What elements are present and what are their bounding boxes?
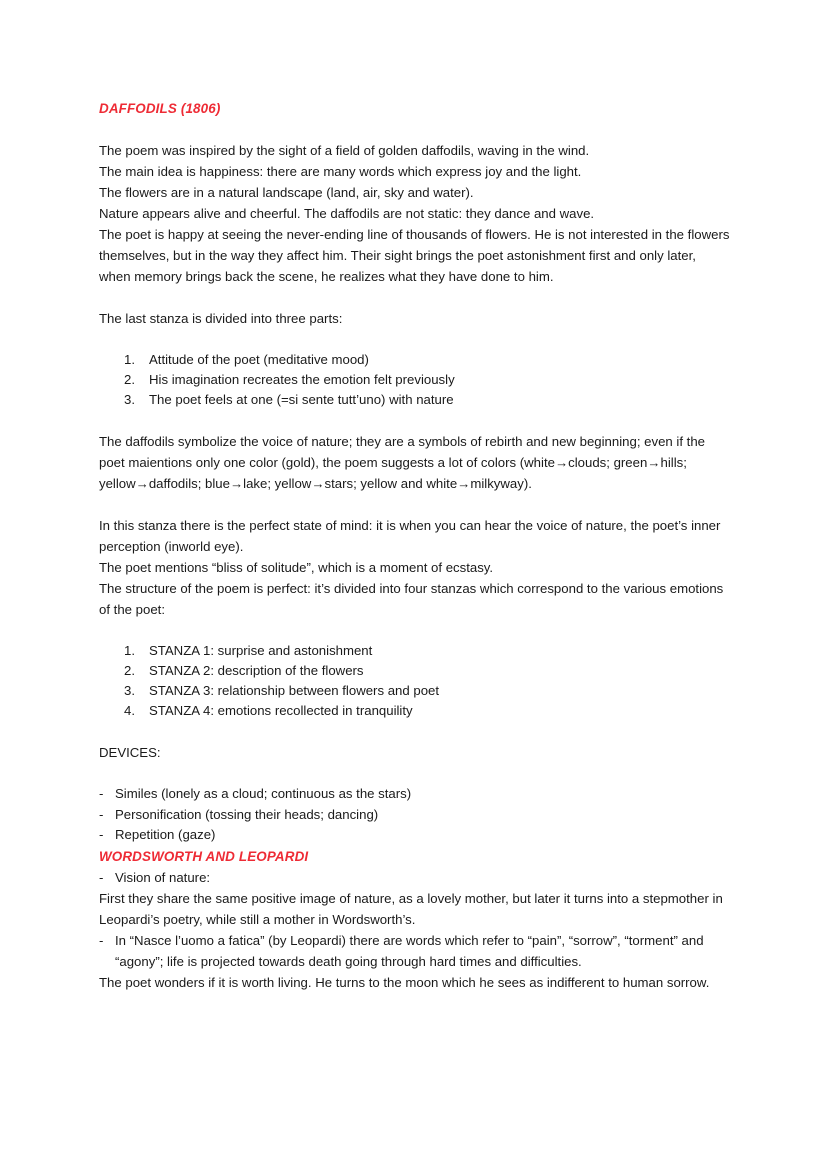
spacer [99,763,731,784]
dash-marker: - [99,806,104,822]
list-item-label: STANZA 2: description of the flowers [149,663,364,678]
list-item [99,641,731,661]
last-stanza-intro: The last stanza is divided into three parts: [99,311,343,326]
stanza-structure-list [99,641,731,721]
last-stanza-parts-list [99,350,731,410]
list-marker: 4. [124,703,135,718]
section-heading-wordsworth-leopardi: WORDSWORTH AND LEOPARDI [99,848,309,864]
spacer [99,410,731,431]
dash-marker: - [99,932,104,948]
list-item [99,370,731,390]
list-item [99,661,731,681]
spacer [99,287,731,308]
list-item-label: Similes (lonely as a cloud; continuous as the stars) [115,786,412,801]
symbolism-paragraph: The daffodils symbolize the voice of nature; they are a symbols of rebirth and new beginning; even if the poet maientions only one color (gold), the poem suggests a lot of colors (white→clouds; green→hills; yellow→daffodils; blue→lake; yellow→stars; yellow and white→milkyway). [99,434,706,491]
list-item [99,805,731,826]
dash-marker: - [99,827,104,842]
spacer [99,721,731,742]
spacer [99,119,731,140]
intro-line-2: The main idea is happiness: there are many words which express joy and the light. [99,164,582,179]
spacer [99,494,731,515]
intro-line-4: Nature appears alive and cheerful. The daffodils are not static: they dance and wave. [99,206,595,221]
nasce-luomo-item [99,930,731,972]
list-item-label: Vision of nature: [115,869,211,885]
state-of-mind-line-3: The structure of the poem is perfect: it’s divided into four stanzas which correspond to the various emotions of the poet: [99,581,724,617]
list-item-label: His imagination recreates the emotion felt previously [149,372,455,387]
list-item-label: In “Nasce l’uomo a fatica” (by Leopardi) there are words which refer to “pain”, “sorrow”, “torment” and “agony”; life is projected towards death going through hard times and difficulties. [115,932,704,969]
list-marker: 3. [124,683,135,698]
list-item-label: STANZA 1: surprise and astonishment [149,643,373,658]
dash-marker: - [99,786,104,801]
list-item [99,681,731,701]
closing-paragraph: The poet wonders if it is worth living. He turns to the moon which he sees as indifferent to human sorrow. [99,974,710,990]
state-of-mind-line-2: The poet mentions “bliss of solitude”, which is a moment of ecstasy. [99,560,494,575]
list-item-label: Personification (tossing their heads; dancing) [115,806,379,822]
intro-line-3: The flowers are in a natural landscape (land, air, sky and water). [99,185,474,200]
devices-list [99,784,731,846]
list-marker: 3. [124,392,135,407]
list-marker: 2. [124,372,135,387]
list-marker: 1. [124,643,135,658]
list-item-label: Attitude of the poet (meditative mood) [149,352,369,367]
list-marker: 1. [124,352,135,367]
list-item [99,701,731,721]
intro-paragraph-poet: The poet is happy at seeing the never-ending line of thousands of flowers. He is not interested in the flowers themselves, but in the way they affect him. Their sight brings the poet astonishment first and only later, when memory brings back the scene, he realizes what they have done to him. [99,227,730,284]
document-body [99,98,731,993]
spacer [99,329,731,350]
dash-marker: - [99,869,104,885]
list-item-label: Repetition (gaze) [115,827,216,842]
list-item-label: STANZA 3: relationship between flowers and poet [149,683,440,698]
list-item [99,784,731,805]
list-item-label: The poet feels at one (=si sente tutt’uno) with nature [149,392,454,407]
list-item [99,825,731,846]
vision-paragraph: First they share the same positive image of nature, as a lovely mother, but later it turns into a stepmother in Leopardi’s poetry, while still a mother in Wordsworth’s. [99,890,723,927]
state-of-mind-line-1: In this stanza there is the perfect state of mind: it is when you can hear the voice of nature, the poet’s inner perception (inworld eye). [99,518,721,554]
list-marker: 2. [124,663,135,678]
spacer [99,620,731,641]
intro-line-1: The poem was inspired by the sight of a field of golden daffodils, waving in the wind. [99,143,590,158]
vision-of-nature-item [99,867,731,888]
list-item-label: STANZA 4: emotions recollected in tranquility [149,703,413,718]
section-heading-daffodils: DAFFODILS (1806) [99,101,221,116]
list-item [99,390,731,410]
devices-label: DEVICES: [99,745,161,760]
list-item [99,350,731,370]
